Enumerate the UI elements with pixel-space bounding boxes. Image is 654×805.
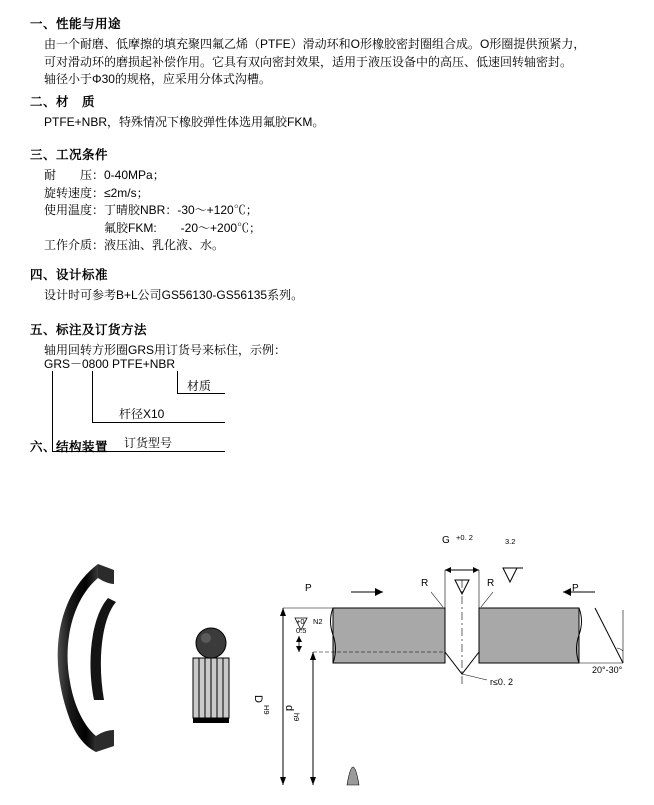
label-chamfer-angle: 20°-30°: [592, 665, 623, 675]
leader-line-rod-horizontal: [92, 422, 225, 423]
label-r-left: R: [421, 578, 429, 589]
condition-row-speed: 旋转速度：≤2m/s；: [44, 185, 149, 200]
section-5-number: 五、: [30, 323, 57, 337]
section-4-title: [30, 265, 630, 283]
section-1-line-3: 轴径小于Φ30的规格，应采用分体式沟槽。: [44, 72, 271, 86]
section-ordering: [30, 320, 630, 360]
condition-row-pressure: 耐 压：0-40MPa；: [44, 168, 165, 182]
section-1-line-1: 由一个耐磨、低摩擦的填充聚四氟乙烯（PTFE）滑动环和O形橡胶密封圈组合成。O形圈提供预紧力，: [44, 37, 586, 51]
ring-cross-section: [185, 625, 237, 735]
label-r-right: R: [487, 578, 495, 589]
d-major-arrow-top: [280, 608, 286, 616]
d-minor-arrow-bottom: [310, 777, 316, 785]
seal-ring-illustration: [40, 560, 150, 755]
d-major-arrow-bottom: [280, 777, 286, 785]
label-d-major-fit: H9: [262, 705, 271, 715]
section-4-heading: 设计标准: [56, 268, 109, 282]
section-material: [30, 92, 630, 132]
shaft-body-left: [333, 608, 445, 663]
section-6-title: [30, 437, 630, 455]
condition-row-media: 工作介质：液压油、乳化液、水。: [44, 238, 225, 252]
section-2-line-1: PTFE+NBR，特殊情况下橡胶弹性体选用氟胶FKM。: [44, 115, 325, 129]
leader-line-material-vertical: [177, 371, 178, 394]
g-arrow-right: [473, 567, 479, 573]
section-2-body: [44, 114, 630, 132]
section-3-body: [44, 167, 630, 255]
order-code-text: GRS－0800 PTFE+NBR: [44, 357, 176, 371]
section-performance: [30, 14, 630, 89]
label-r-bottom: r≤0. 2: [490, 677, 513, 687]
surface-marker: [347, 767, 359, 785]
section-4-number: 四、: [30, 268, 57, 282]
label-dim-n: N2: [313, 617, 323, 626]
o-ring-highlight: [201, 633, 211, 643]
section-4-body: [44, 287, 630, 305]
d-minor-arrow-top: [310, 652, 316, 660]
left-dim-small-arrow-top: [296, 636, 302, 642]
section-5-title: [30, 320, 630, 338]
seal-ring-top-tip: [98, 564, 114, 584]
g-arrow-left: [445, 567, 451, 573]
section-1-body: [44, 36, 630, 89]
roughness-symbol-top: [503, 568, 517, 582]
label-p-right: P: [572, 583, 579, 594]
section-2-title: [30, 92, 630, 110]
label-d-minor-fit: h9: [292, 713, 301, 722]
section-5-line-1: 轴用回转方形圈GRS用订货号来标住，示例：: [44, 343, 287, 357]
label-left-tolerance: 0.5: [296, 626, 307, 635]
left-dim-small-arrow-bottom: [296, 646, 302, 652]
section-1-line-2: 可对滑动环的磨损起补偿作用。它具有双向密封效果，适用于液压设备中的高压、低速回转轴密封。: [44, 54, 573, 69]
condition-row-temp-fkm: 氟胶FKM: -20～+200℃；: [44, 220, 262, 235]
r-leader-left: [431, 592, 443, 607]
o-ring-circle: [196, 628, 226, 658]
slide-ring-base: [193, 718, 229, 723]
section-1-title: [30, 14, 630, 32]
condition-row-temp-nbr: 使用温度：丁晴胶NBR：-30～+120℃；: [44, 203, 258, 217]
r-leader-right: [481, 592, 493, 607]
r-bottom-leader: [462, 674, 487, 680]
label-p-left: P: [305, 583, 312, 594]
section-2-heading: 材 质: [56, 95, 96, 109]
order-label-order-type: 订货型号: [124, 436, 173, 450]
section-6-heading: 结构装置: [56, 440, 109, 454]
label-d-major: D: [252, 695, 264, 703]
section-4-line-1: 设计时可参考B+L公司GS56130-GS56135系列。: [44, 288, 304, 302]
seal-ring-inner: [90, 598, 116, 700]
structure-figure: [0, 505, 654, 805]
section-design-standard: [30, 265, 630, 305]
section-1-heading: 性能与用途: [56, 17, 122, 31]
label-g-dimension: G: [442, 535, 450, 546]
section-6-number: 六、: [30, 440, 57, 454]
section-3-title: [30, 145, 630, 163]
order-label-rod-diameter: 杆径X10: [119, 407, 165, 421]
p-arrow-right-head: [563, 588, 571, 596]
seal-ring-bottom-tip: [96, 730, 114, 752]
leader-line-rod-vertical: [92, 371, 93, 423]
order-label-material: 材质: [187, 379, 212, 393]
label-d-minor: d: [283, 705, 295, 712]
section-1-number: 一、: [30, 17, 57, 31]
angle-arc: [617, 648, 623, 651]
section-2-number: 二、: [30, 95, 57, 109]
p-arrow-left-head: [375, 588, 383, 596]
label-left-tolerance-sup: +0: [296, 617, 305, 626]
order-code-diagram: [44, 355, 584, 450]
section-structure: [30, 437, 630, 459]
section-5-heading: 标注及订货方法: [56, 323, 148, 337]
section-operating-conditions: [30, 145, 630, 255]
label-roughness-top: 3.2: [505, 537, 516, 546]
groove-engineering-drawing: [255, 540, 645, 795]
label-g-tolerance: +0. 2: [456, 533, 473, 542]
angle-chamfer-line: [595, 608, 623, 663]
shaft-body-right: [479, 608, 579, 663]
section-3-number: 三、: [30, 148, 57, 162]
section-3-heading: 工况条件: [56, 148, 109, 162]
